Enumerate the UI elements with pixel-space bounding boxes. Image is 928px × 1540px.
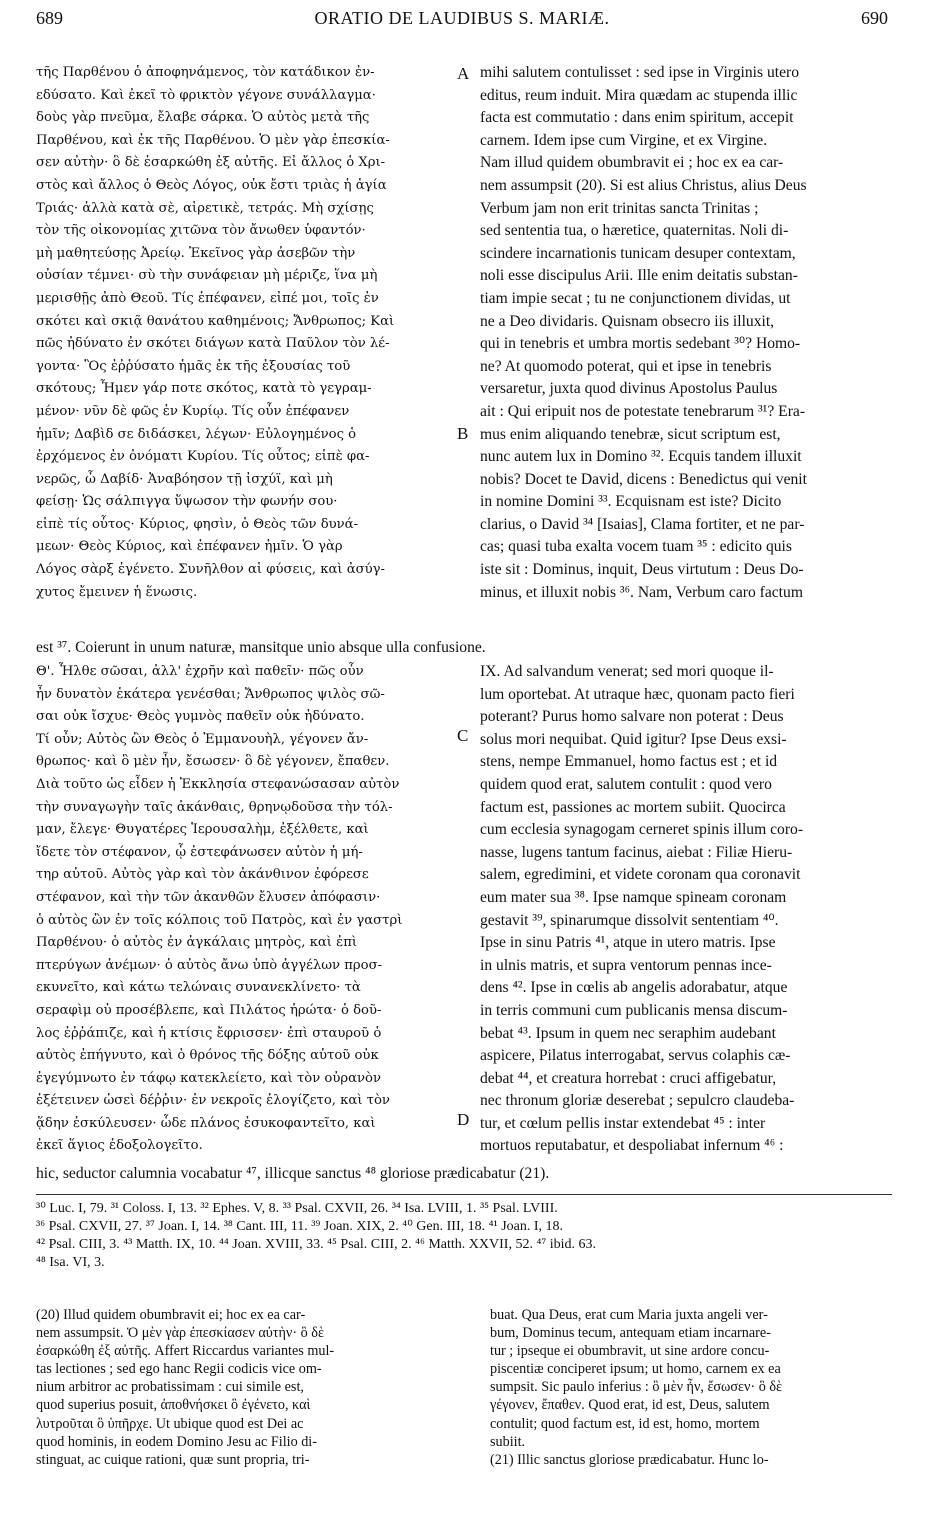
reference-line: ⁴⁸ Isa. VI, 3. (36, 1255, 105, 1270)
greek-text-line: τὴν συναγωγὴν ταῖς ἀκάνθαις, θρηνῳδοῦσα τὴν τόλ- (36, 799, 393, 815)
footnote-line: piscentiæ conciperet ipsum; ut homo, carnem ex ea (490, 1361, 781, 1378)
latin-text-line: cas; quasi tuba exalta vocem tuam ³⁵ : edicito quis (480, 538, 792, 556)
latin-text-line: ne? At quomodo poterat, qui et ipse in tenebris (480, 357, 772, 375)
footnote-line: (20) Illud quidem obumbravit ei; hoc ex ea car- (36, 1307, 306, 1323)
greek-text-line: ἦν δυνατὸν ἑκάτερα γενέσθαι; Ἄνθρωπος ψιλὸς σῶ- (36, 686, 385, 702)
footnote-line: subiit. (490, 1433, 526, 1450)
greek-text-line: χυτος ἔμεινεν ἡ ἕνωσις. (36, 584, 198, 600)
footnote-line: bum, Dominus tecum, antequam etiam incarnare- (490, 1325, 771, 1342)
greek-text-line: σκότους; Ἦμεν γάρ ποτε σκότος, κατὰ τὸ γεγραμ- (36, 381, 372, 397)
latin-text-line: in terris communi cum publicanis mensa discum- (480, 1001, 788, 1019)
margin-marker-c: C (457, 726, 469, 745)
latin-text-line: scindere incarnationis tunicam desuper contextam, (480, 244, 796, 262)
margin-marker-b: B (457, 424, 469, 443)
latin-text-line: quidem quod erat, salutem contulit : quod vero (480, 775, 772, 793)
greek-text-line: σεν αὐτὴν· ὃ δὲ ἐσαρκώθη ἐξ αὐτῆς. Εἰ ἄλλος ὁ Χρι- (36, 155, 386, 171)
greek-text-line: σαι οὐκ ἴσχυε· Θεὸς γυμνὸς παθεῖν οὐκ ἠδύνατο. (36, 709, 365, 725)
greek-text-line: ἐξέτεινεν ὡσεὶ δέῤῥιν· ἐν νεκροῖς ἐλογίζετο, καὶ τὸν (36, 1093, 390, 1109)
latin-text-line: poterant? Purus homo salvare non poterat : Deus (480, 708, 784, 726)
greek-text-line: λος ἐῤῥάπιζε, καὶ ἡ κτίσις ἔφρισσεν· ἐπὶ σταυροῦ ὁ (36, 1025, 382, 1041)
greek-text-line: ἐγεγύμνωτο ἐν τάφῳ κατεκλείετο, καὶ τὸν οὐρανὸν (36, 1070, 381, 1086)
greek-column-1 (36, 62, 454, 604)
footnote-right (490, 1306, 900, 1469)
latin-text-line: IX. Ad salvandum venerat; sed mori quoque il- (480, 663, 774, 680)
footnote-line: nium arbitror ac probatissimam : cui simile est, (36, 1379, 304, 1396)
latin-text-line: nunc autem lux in Domino ³². Ecquis tandem illuxit (480, 448, 802, 466)
latin-text-line: eum mater sua ³⁸. Ipse namque spineam coronam (480, 888, 787, 906)
latin-text-line: nobis? Docet te David, dicens : Benedictus qui venit (480, 470, 807, 488)
latin-text-line: Verbum jam non erit trinitas sancta Trinitas ; (480, 199, 759, 217)
latin-text-line: Nam illud quidem obumbravit ei ; hoc ex ea car- (480, 154, 784, 172)
greek-text-line: Λόγος σὰρξ ἐγένετο. Συνῆλθον αἱ φύσεις, καὶ ἀσύγ- (36, 562, 386, 578)
latin-text-line: lum oportebat. At utraque hæc, quonam pacto fieri (480, 685, 795, 703)
latin-text-line: tiam impie secat ; tu ne conjunctionem dividas, ut (480, 289, 791, 307)
greek-text-line: ὁ αὐτὸς ὢν ἐν τοῖς κόλποις τοῦ Πατρὸς, καὶ ἐν γαστρὶ (36, 912, 403, 928)
footnote-line: tur ; ipseque ei obumbravit, ut sine ardore concu- (490, 1343, 770, 1360)
footnote-line: quod superius posuit, ἀποθνήσκει ὃ ἐγένετο, καὶ (36, 1397, 311, 1414)
latin-column-1 (480, 62, 892, 604)
greek-text-line: τηρ αὐτοῦ. Αὐτὸς γὰρ καὶ τὸν ἀκάνθινον ἐφόρεσε (36, 867, 369, 883)
greek-text-line: φείσῃ· Ὡς σάλπιγγα ὕψωσον τὴν φωνήν σου· (36, 494, 338, 510)
footnote-line: stinguat, ac cuique rationi, quæ sunt propria, tri- (36, 1451, 310, 1468)
latin-text-line: stens, nempe Emmanuel, homo factus est ; et id (480, 753, 778, 771)
latin-text-line: carnem. Idem ipse cum Virgine, et ex Virgine. (480, 131, 768, 149)
latin-text-line: nec thronum gloriæ deserebat ; sepulcro claudeba- (480, 1092, 795, 1110)
latin-text-line: bebat ⁴³. Ipsum in quem nec seraphim audebant (480, 1024, 776, 1042)
latin-text-line: nasse, lugens tantum facinus, aiebat : Filiæ Hieru- (480, 843, 793, 861)
greek-text-line: Θ'. Ἦλθε σῶσαι, ἀλλ' ἐχρῆν καὶ παθεῖν· πῶς οὖν (36, 664, 364, 679)
latin-text-line: dens ⁴². Ipse in cœlis ab angelis adorabatur, atque (480, 979, 788, 997)
greek-text-line: Παρθένου· ὁ αὐτὸς ἐν ἀγκάλαις μητρὸς, καὶ ἐπὶ (36, 935, 358, 951)
footnote-line: nem assumpsit. Ὁ μὲν γὰρ ἐπεσκίασεν αὐτὴν· ὃ δὲ (36, 1325, 324, 1342)
greek-text-line: μαν, ἔλεγε· Θυγατέρες Ἱερουσαλὴμ, ἐξέλθετε, καὶ (36, 822, 369, 838)
greek-text-line: πῶς ἠδύνατο ἐν σκότει διάγων κατὰ Παῦλον τὸν λέ- (36, 336, 390, 352)
greek-text-line: δοὺς γὰρ πνεῦμα, ἔλαβε σάρκα. Ὁ αὐτὸς μετὰ τῆς (36, 110, 370, 126)
margin-marker-a: A (457, 64, 470, 83)
greek-text-line: ἐκεῖ ἅγιος ἐδοξολογεῖτο. (36, 1138, 203, 1154)
greek-text-line: γοντα· Ὃς ἐῤῥύσατο ἡμᾶς ἐκ τῆς ἐξουσίας τοῦ (36, 358, 351, 374)
margin-marker-d: D (457, 1110, 470, 1129)
greek-text-line: ἴδετε τὸν στέφανον, ᾧ ἐστεφάνωσεν αὐτὸν ἡ μή- (36, 844, 363, 860)
latin-text-line: clarius, o David ³⁴ [Isaias], Clama fortiter, et ne par- (480, 515, 805, 533)
greek-text-line: ᾅδην ἐσκύλευσεν· ὧδε πλάνος ἐσυκοφαντεῖτο, καὶ (36, 1115, 376, 1131)
greek-text-line: οὐσίαν τέμνει· σὺ τὴν συνάφειαν μὴ μέριζε, ἵνα μὴ (36, 268, 378, 284)
latin-text-line: sed sententia tua, o hæretice, quaternitas. Noli di- (480, 222, 789, 240)
latin-text-line: factum est, passiones ac mortem subiit. Quocirca (480, 798, 786, 816)
latin-text-line: minus, et illuxit nobis ³⁶. Nam, Verbum caro factum (480, 583, 803, 601)
footnote-line: λυτροῦται ὃ ὑπῆρχε. Ut ubique quod est Dei ac (36, 1415, 304, 1432)
greek-text-line: Διὰ τοῦτο ὡς εἶδεν ἡ Ἐκκλησία στεφανώσασαν αὐτὸν (36, 776, 400, 792)
latin-text-line: solus mori nequibat. Quid igitur? Ipse Deus exsi- (480, 730, 787, 748)
latin-text-line: gestavit ³⁹, spinarumque dissolvit sententiam ⁴⁰. (480, 911, 779, 929)
latin-text-line: tur, et cœlum pellis instar extendebat ⁴⁵ : inter (480, 1114, 766, 1132)
greek-text-line: μερισθῇς ἀπὸ Θεοῦ. Τίς ἐπέφανεν, εἰπέ μοι, τοῖς ἐν (36, 290, 379, 306)
separator-rule (36, 1194, 892, 1195)
footnote-line: quod hominis, in eodem Domino Jesu ac Filio di- (36, 1433, 317, 1450)
greek-text-line: μένον· νῦν δὲ φῶς ἐν Κυρίῳ. Τίς οὖν ἐπέφανεν (36, 403, 350, 419)
greek-column-2 (36, 661, 454, 1158)
latin-text-line: ne a Deo dividaris. Quisnam obsecro iis illuxit, (480, 312, 775, 330)
reference-line: ⁴² Psal. CIII, 3. ⁴³ Matth. IX, 10. ⁴⁴ Joan. XVIII, 33. ⁴⁵ Psal. CIII, 2. ⁴⁶ Matth. XXVII, 52. ⁴⁷ ibid. 63. (36, 1237, 596, 1252)
greek-text-line: στέφανον, καὶ τὴν τῶν ἀκανθῶν ἔλυσεν ἀπόφασιν· (36, 889, 381, 905)
greek-text-line: εἰπὲ τίς οὗτος· Κύριος, φησὶν, ὁ Θεὸς τῶν δυνά- (36, 516, 359, 532)
greek-text-line: μὴ μαθητεύσῃς Ἀρείῳ. Ἐκεῖνος γὰρ ἀσεβῶν τὴν (36, 245, 356, 261)
greek-text-line: στὸς καὶ ἄλλος ὁ Θεὸς Λόγος, οὐκ ἔστι τριὰς ἡ ἁγία (36, 177, 387, 193)
greek-text-line: ἐρχόμενος ἐν ὀνόματι Κυρίου. Τίς οὗτος; εἰπὲ φα- (36, 449, 370, 465)
greek-text-line: νερῶς, ὦ Δαβίδ· Ἀναβόησον τῇ ἰσχύϊ, καὶ μὴ (36, 471, 333, 487)
greek-text-line: τῆς Παρθένου ὁ ἀποφηνάμενος, τὸν κατάδικον ἐν- (36, 65, 375, 80)
latin-text-line: nem assumpsit (20). Si est alius Christus, alius Deus (480, 176, 807, 194)
latin-text-line: iste sit : Dominus, inquit, Deus virtutum : Deus Do- (480, 561, 804, 579)
latin-text-line: cum ecclesia synagogam cerneret spinis illum coro- (480, 821, 804, 839)
greek-text-line: πτερύγων ἀνέμων· ὁ αὐτὸς ἄνω ὑπὸ ἀγγέλων προσ- (36, 957, 383, 973)
footnote-line: sumpsit. Sic paulo inferius : ὃ μὲν ἦν, ἔσωσεν· ὃ δὲ (490, 1379, 782, 1396)
footnote-line: contulit; quod factum est, id est, homo, mortem (490, 1415, 760, 1432)
reference-line: ³⁶ Psal. CXVII, 27. ³⁷ Joan. I, 14. ³⁸ Cant. III, 11. ³⁹ Joan. XIX, 2. ⁴⁰ Gen. III, 18. ⁴¹ Joan. I, 18. (36, 1219, 564, 1234)
greek-text-line: θρωπος· καὶ ὃ μὲν ἦν, ἔσωσεν· ὃ δὲ γέγονεν, ἔπαθεν. (36, 754, 390, 770)
greek-text-line: σεραφὶμ οὐ προσέβλεπε, καὶ Πιλάτος ἠρώτα· ὁ δοῦ- (36, 1002, 382, 1018)
latin-text-line: Ipse in sinu Patris ⁴¹, atque in utero matris. Ipse (480, 934, 776, 952)
bridge-line-2: hic, seductor calumnia vocabatur ⁴⁷, illicque sanctus ⁴⁸ gloriose prædicabatur (21). (36, 1165, 550, 1182)
footnote-line: ἐσαρκώθη ἐξ αὐτῆς. Affert Riccardus variantes mul- (36, 1343, 335, 1360)
bridge-line-1: est ³⁷. Coierunt in unum naturæ, mansitque unio absque ulla confusione. (36, 639, 486, 656)
greek-text-line: εδύσατο. Καὶ ἐκεῖ τὸ φρικτὸν γέγονε συνάλλαγμα· (36, 87, 376, 103)
latin-text-line: debat ⁴⁴, et creatura horrebat : cruci affigebatur, (480, 1069, 777, 1087)
latin-text-line: mortuos reputabatur, et despoliabat infernum ⁴⁶ : (480, 1137, 784, 1155)
latin-text-line: in nomine Domini ³³. Ecquisnam est iste? Dicito (480, 493, 782, 511)
latin-text-line: salem, egredimini, et videte coronam qua coronavit (480, 866, 801, 884)
reference-line: ³⁰ Luc. I, 79. ³¹ Coloss. I, 13. ³² Ephes. V, 8. ³³ Psal. CXVII, 26. ³⁴ Isa. LVIII, 1. ³⁵ Psal. LVIII. (36, 1201, 558, 1216)
footnote-line: (21) Illic sanctus gloriose prædicabatur. Hunc lo- (490, 1451, 769, 1468)
greek-text-line: τὸν τῆς οἰκονομίας χιτῶνα τὸν ἄνωθεν ὑφαντόν· (36, 223, 366, 239)
latin-text-line: facta est commutatio : dans enim spiritum, accepit (480, 109, 794, 127)
latin-column-2 (480, 661, 892, 1158)
latin-text-line: in ulnis matris, et supra ventorum pennas ince- (480, 956, 772, 974)
footnote-left (36, 1306, 466, 1469)
greek-text-line: σκότει καὶ σκιᾷ θανάτου καθημένοις; Ἄνθρωπος; Καὶ (36, 313, 395, 329)
greek-text-line: Τριάς· ἀλλὰ κατὰ σὲ, αἱρετικὲ, τετράς. Μὴ σχίσῃς (36, 200, 374, 216)
greek-text-line: Τί οὖν; Αὐτὸς ὢν Θεὸς ὁ Ἐμμανουὴλ, γέγονεν ἄν- (36, 731, 369, 747)
latin-text-line: aspicere, Pilatus interrogabat, servus colaphis cæ- (480, 1047, 791, 1065)
greek-text-line: μεων· Θεὸς Κύριος, καὶ ἐπέφανεν ἡμῖν. Ὁ γὰρ (36, 539, 343, 555)
latin-text-line: mus enim aliquando tenebræ, sicut scriptum est, (480, 425, 781, 443)
latin-text-line: noli esse discipulus Arii. Ille enim deitatis substan- (480, 267, 798, 285)
page-header (36, 6, 888, 40)
greek-text-line: ἡμῖν; Δαβὶδ σε διδάσκει, λέγων· Εὐλογημένος ὁ (36, 426, 357, 442)
page-number-left: 689 (36, 8, 63, 28)
footnote-line: tas lectiones ; sed ego hanc Regii codicis vice om- (36, 1361, 322, 1378)
latin-text-line: versaretur, juxta quod divinus Apostolus Paulus (480, 380, 778, 398)
footnote-line: γέγονεν, ἔπαθεν. Quod erat, id est, Deus, salutem (490, 1397, 770, 1414)
latin-text-line: mihi salutem contulisset : sed ipse in Virginis utero (480, 64, 800, 81)
greek-text-line: εκυνεῖτο, καὶ κάτω τελώναις συνανεκλίνετο· τὰ (36, 980, 361, 996)
latin-text-line: qui in tenebris et umbra mortis sedebant ³⁰? Homo- (480, 335, 801, 353)
greek-text-line: αὐτὸς ἐπήγνυτο, καὶ ὁ θρόνος τῆς δόξης αὐτοῦ οὐκ (36, 1048, 379, 1064)
running-title: ORATIO DE LAUDIBUS S. MARIÆ. (314, 8, 610, 28)
greek-text-line: Παρθένου, καὶ ἐκ τῆς Παρθένου. Ὁ μὲν γὰρ ἐπεσκία- (36, 132, 390, 148)
latin-text-line: editus, reum induit. Mira quædam ac stupenda illic (480, 86, 798, 104)
scripture-references (36, 1200, 892, 1272)
latin-text-line: ait : Qui eripuit nos de potestate tenebrarum ³¹? Era- (480, 402, 806, 420)
page-number-right: 690 (861, 8, 888, 28)
footnote-line: buat. Qua Deus, erat cum Maria juxta angeli ver- (490, 1307, 768, 1323)
